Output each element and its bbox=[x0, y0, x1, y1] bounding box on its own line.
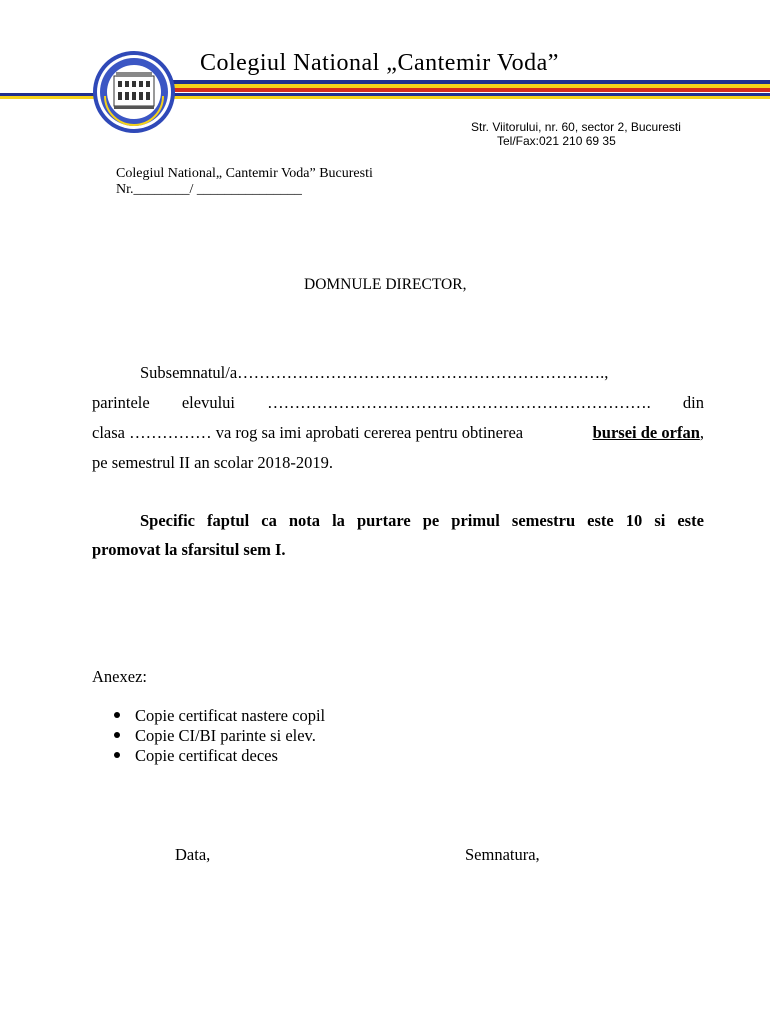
registration-institution: Colegiul National„ Cantemir Voda” Bucuresti bbox=[116, 166, 373, 181]
statement-word: faptul bbox=[207, 511, 250, 530]
bullet-icon bbox=[114, 732, 120, 738]
statement-word: 10 bbox=[625, 511, 643, 530]
statement-word: este bbox=[677, 511, 704, 530]
statement-word: pe bbox=[422, 511, 440, 530]
signature-label: Semnatura, bbox=[465, 845, 540, 864]
registration-number-field[interactable]: Nr.________/ _______________ bbox=[116, 182, 302, 197]
header-stripe-red bbox=[170, 88, 770, 92]
school-title: Colegiul National „Cantemir Voda” bbox=[200, 50, 559, 76]
parent-of-student-line bbox=[92, 393, 704, 413]
date-label: Data, bbox=[175, 845, 211, 864]
scholarship-type: bursei de orfan bbox=[592, 423, 700, 442]
statement-word: semestru bbox=[511, 511, 576, 530]
annex-item bbox=[114, 726, 325, 746]
annex-item-label: Copie certificat nastere copil bbox=[135, 706, 326, 725]
student-word: elevului bbox=[181, 393, 235, 412]
statement-word: nota bbox=[288, 511, 321, 530]
annex-label: Anexez: bbox=[92, 667, 147, 686]
conduct-statement-line bbox=[140, 511, 704, 531]
statement-word: ca bbox=[261, 511, 277, 530]
school-logo bbox=[92, 50, 176, 134]
statement-word: Specific bbox=[140, 511, 195, 530]
class-request-text: clasa …………… va rog sa imi aprobati cererea pentru obtinerea bbox=[92, 423, 524, 442]
applicant-name-field[interactable]: Subsemnatul/a…………………………………………………………., bbox=[140, 363, 609, 382]
from-word: din bbox=[682, 393, 704, 412]
annex-item bbox=[114, 706, 325, 726]
student-name-field[interactable]: ……………………………………………………………. bbox=[267, 393, 651, 412]
annex-item bbox=[114, 746, 325, 766]
statement-word: si bbox=[654, 511, 666, 530]
comma: , bbox=[699, 423, 704, 442]
address-line: Str. Viitorului, nr. 60, sector 2, Bucuresti bbox=[471, 120, 681, 134]
annex-list bbox=[114, 706, 325, 766]
statement-word: primul bbox=[451, 511, 500, 530]
statement-word: la bbox=[332, 511, 345, 530]
bullet-icon bbox=[114, 712, 120, 718]
letter-salutation: DOMNULE DIRECTOR, bbox=[304, 276, 467, 293]
statement-word: este bbox=[587, 511, 614, 530]
class-request-line bbox=[92, 423, 704, 443]
annex-item-label: Copie CI/BI parinte si elev. bbox=[135, 726, 316, 745]
annex-item-label: Copie certificat deces bbox=[135, 746, 278, 765]
bullet-icon bbox=[114, 752, 120, 758]
promotion-statement: promovat la sfarsitul sem I. bbox=[92, 540, 286, 559]
statement-word: purtare bbox=[356, 511, 411, 530]
semester-line: pe semestrul II an scolar 2018-2019. bbox=[92, 453, 334, 472]
parent-word: parintele bbox=[92, 393, 150, 412]
phone-fax-line: Tel/Fax:021 210 69 35 bbox=[497, 134, 616, 148]
